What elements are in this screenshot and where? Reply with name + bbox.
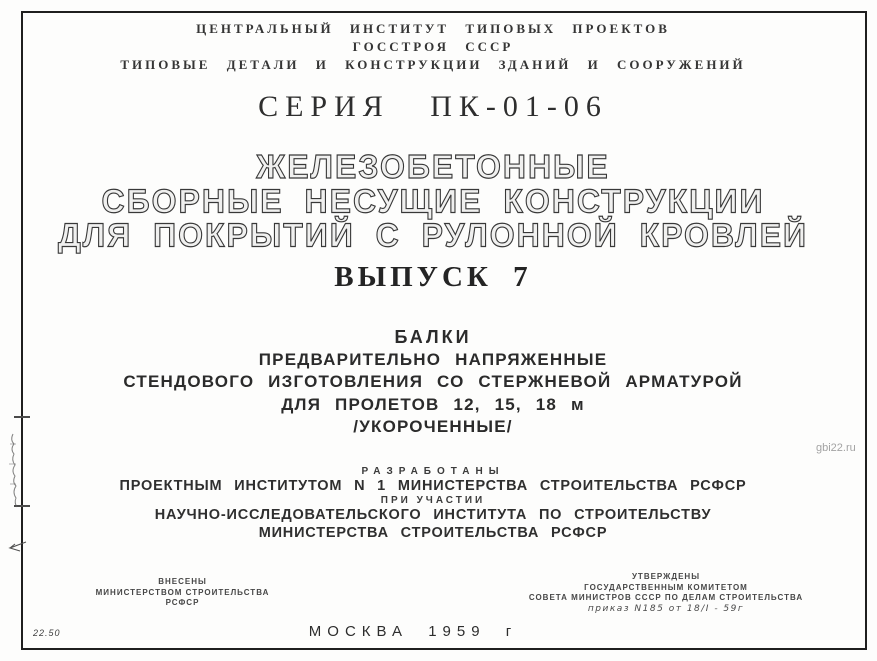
main-title: [21, 147, 845, 254]
subject-line-1: БАЛКИ: [394, 327, 472, 347]
margin-handwriting-scribble: [4, 430, 20, 510]
institute-line-3: ТИПОВЫЕ ДЕТАЛИ И КОНСТРУКЦИИ ЗДАНИЙ И СООРУЖЕНИЙ: [120, 57, 746, 72]
subject-line-2: ПРЕДВАРИТЕЛЬНО НАПРЯЖЕННЫЕ: [258, 349, 608, 369]
main-title-line-1: ЖЕЛЕЗОБЕТОННЫЕ: [256, 147, 610, 186]
institute-header: [21, 20, 845, 74]
city-year-line: МОСКВА 1959 г: [308, 623, 518, 640]
developers-block: [21, 466, 845, 542]
main-title-line-2: СБОРНЫЕ НЕСУЩИЕ КОНСТРУКЦИИ: [101, 182, 765, 220]
approved-line-2: ГОСУДАРСТВЕННЫМ КОМИТЕТОМ: [584, 582, 748, 592]
approved-block: [500, 572, 832, 614]
institute-line-2: ГОССТРОЯ СССР: [352, 39, 514, 54]
developers-line-2: НАУЧНО-ИССЛЕДОВАТЕЛЬСКОГО ИНСТИТУТА ПО СТРОИТЕЛЬСТВУ: [154, 507, 712, 523]
margin-arrow-scribble: [6, 538, 28, 554]
developers-line-1: ПРОЕКТНЫМ ИНСТИТУТОМ N 1 МИНИСТЕРСТВА СТРОИТЕЛЬСТВА РСФСР: [119, 478, 747, 494]
watermark-text: gbi22.ru: [816, 442, 856, 454]
subject-line-4: ДЛЯ ПРОЛЕТОВ 12, 15, 18 м: [281, 394, 585, 414]
series-title: СЕРИЯ ПК-01-06: [258, 90, 608, 123]
subject-line-3: СТЕНДОВОГО ИЗГОТОВЛЕНИЯ СО СТЕРЖНЕВОЙ АРМАТУРОЙ: [123, 372, 743, 391]
approved-line-1: УТВЕРЖДЕНЫ: [631, 572, 701, 581]
issue-label: ВЫПУСК 7: [334, 261, 532, 293]
developers-heading: РАЗРАБОТАНЫ: [361, 466, 505, 477]
institute-line-1: ЦЕНТРАЛЬНЫЙ ИНСТИТУТ ТИПОВЫХ ПРОЕКТОВ: [196, 21, 670, 36]
subject-block: [21, 326, 845, 439]
submitted-line-1: ВНЕСЕНЫ: [158, 577, 207, 586]
subject-line-5: /УКОРОЧЕННЫЕ/: [353, 417, 513, 436]
submitted-block: [75, 577, 290, 609]
developers-line-3: МИНИСТЕРСТВА СТРОИТЕЛЬСТВА РСФСР: [258, 525, 608, 541]
approved-order-note: приказ N185 от 18/I - 59г: [587, 603, 745, 614]
handwritten-corner-note: 22.50: [33, 628, 61, 638]
approved-line-3: СОВЕТА МИНИСТРОВ СССР ПО ДЕЛАМ СТРОИТЕЛЬСТВА: [528, 593, 804, 602]
submitted-line-2: МИНИСТЕРСТВОМ СТРОИТЕЛЬСТВА: [95, 587, 270, 597]
margin-tick-mark: [14, 416, 30, 418]
developers-participation: ПРИ УЧАСТИИ: [380, 495, 486, 506]
main-title-line-3: ДЛЯ ПОКРЫТИЙ С РУЛОННОЙ КРОВЛЕЙ: [57, 216, 809, 254]
submitted-line-3: РСФСР: [165, 598, 200, 607]
